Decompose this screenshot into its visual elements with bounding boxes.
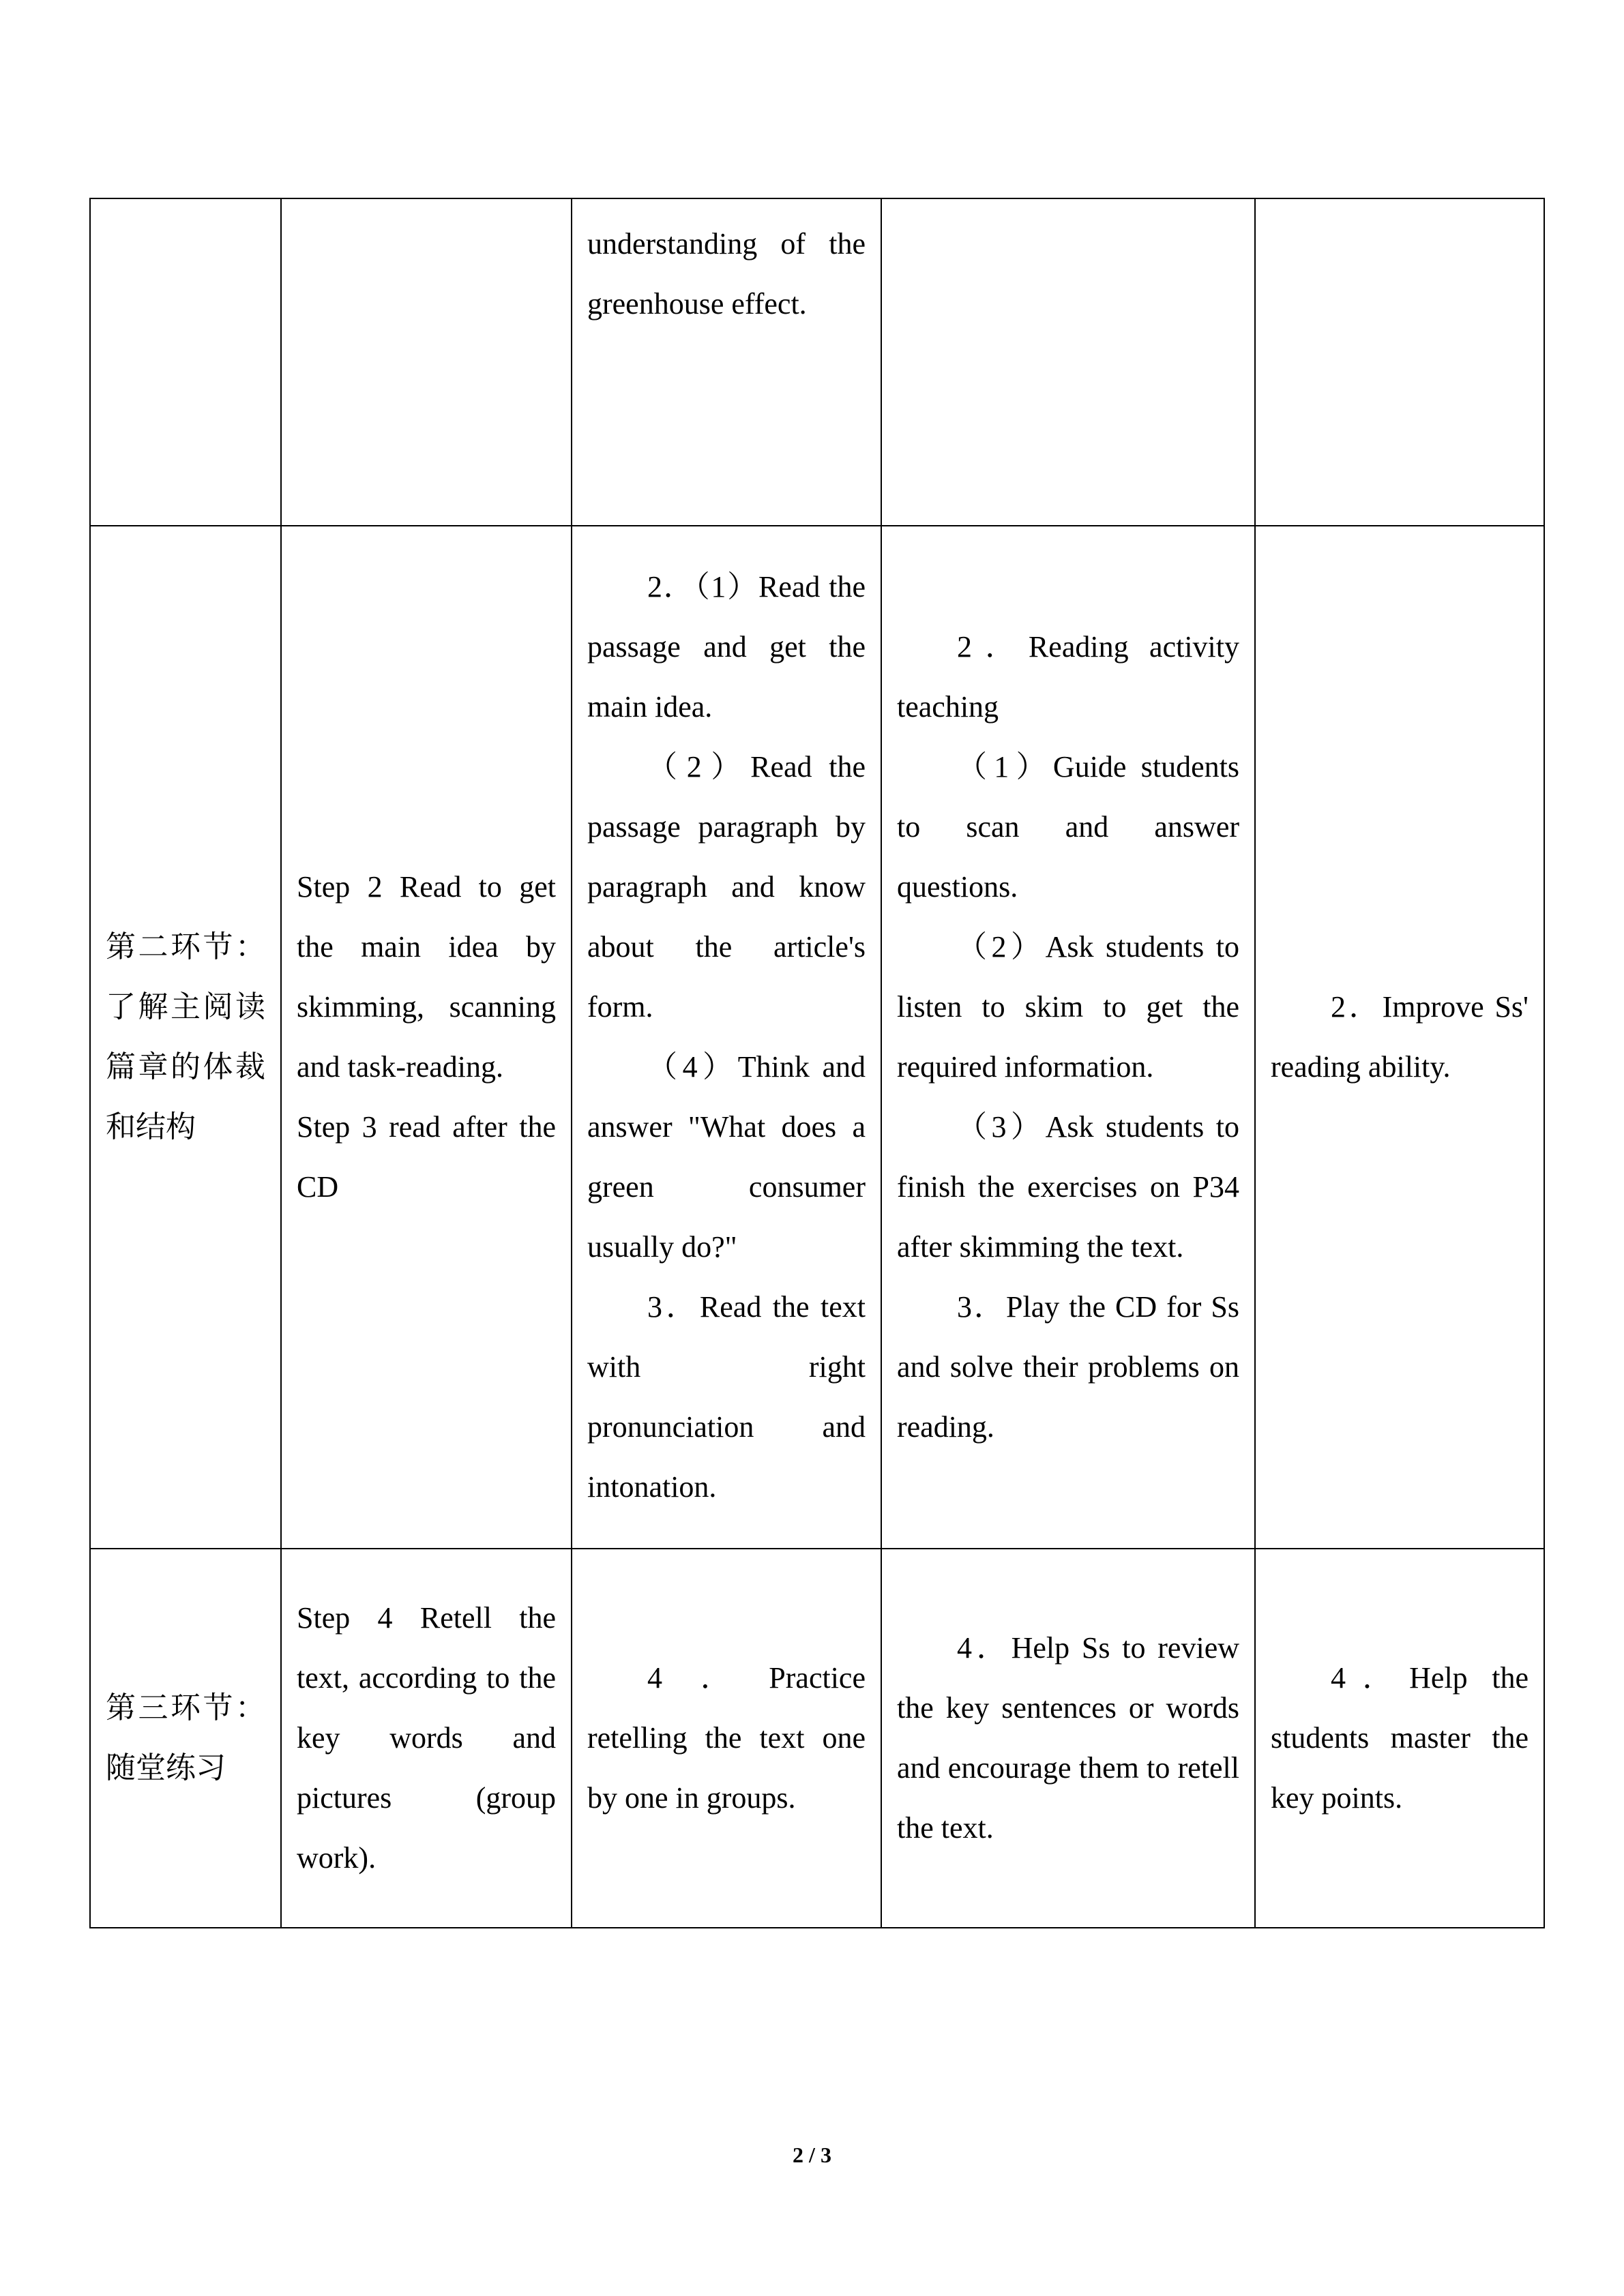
table-row — [90, 1549, 1544, 1928]
teacher-activities-cell — [881, 526, 1255, 1549]
step-text: Step 2 Read to get the main idea by skimming, scanning and task-reading. — [297, 870, 556, 1084]
student-activities-cell — [572, 526, 881, 1549]
teacher-activity-text: 3．Play the CD for Ss and solve their problems on reading. — [897, 1290, 1239, 1444]
student-activity-text: 4．Practice retelling the text one by one in groups. — [587, 1661, 866, 1815]
teacher-activities-cell — [881, 198, 1255, 526]
teacher-activity-text: （3）Ask students to finish the exercises on P34 after skimming the text. — [897, 1110, 1239, 1264]
teacher-activity-text: 2．Reading activity teaching — [897, 630, 1239, 724]
stage-cell: 第三环节：随堂练习 — [90, 1549, 281, 1928]
student-activity-text: （2）Read the passage paragraph by paragraph and know about the article's form. — [587, 750, 866, 1024]
page-number: 2 / 3 — [793, 2143, 831, 2167]
teacher-activity-text: （1）Guide students to scan and answer questions. — [897, 750, 1239, 904]
step-text: Step 3 read after the CD — [297, 1110, 556, 1204]
table-row — [90, 526, 1544, 1549]
student-activities-cell — [572, 1549, 881, 1928]
aims-cell — [1255, 1549, 1544, 1928]
student-activity-text: understanding of the greenhouse effect. — [587, 227, 866, 320]
lesson-plan-table — [89, 198, 1545, 1928]
aim-text: 2．Improve Ss' reading ability. — [1271, 990, 1529, 1084]
student-activity-text: 3．Read the text with right pronunciation and intonation. — [587, 1290, 866, 1504]
aims-cell — [1255, 198, 1544, 526]
student-activities-cell — [572, 198, 881, 526]
student-activity-text: 2．（1）Read the passage and get the main idea. — [587, 570, 866, 724]
teacher-activity-text: 4．Help Ss to review the key sentences or words and encourage them to retell the text. — [897, 1631, 1239, 1845]
steps-cell — [281, 198, 572, 526]
steps-cell — [281, 526, 572, 1549]
teacher-activities-cell — [881, 1549, 1255, 1928]
step-text: Step 4 Retell the text, according to the key words and pictures (group work). — [297, 1601, 556, 1875]
aim-text: 4．Help the students master the key points. — [1271, 1661, 1529, 1815]
stage-cell — [90, 198, 281, 526]
table-row — [90, 198, 1544, 526]
teacher-activity-text: （2）Ask students to listen to skim to get the required information. — [897, 930, 1239, 1084]
steps-cell — [281, 1549, 572, 1928]
stage-cell: 第二环节：了解主阅读篇章的体裁和结构 — [90, 526, 281, 1549]
student-activity-text: （4）Think and answer "What does a green consumer usually do?" — [587, 1050, 866, 1264]
aims-cell — [1255, 526, 1544, 1549]
